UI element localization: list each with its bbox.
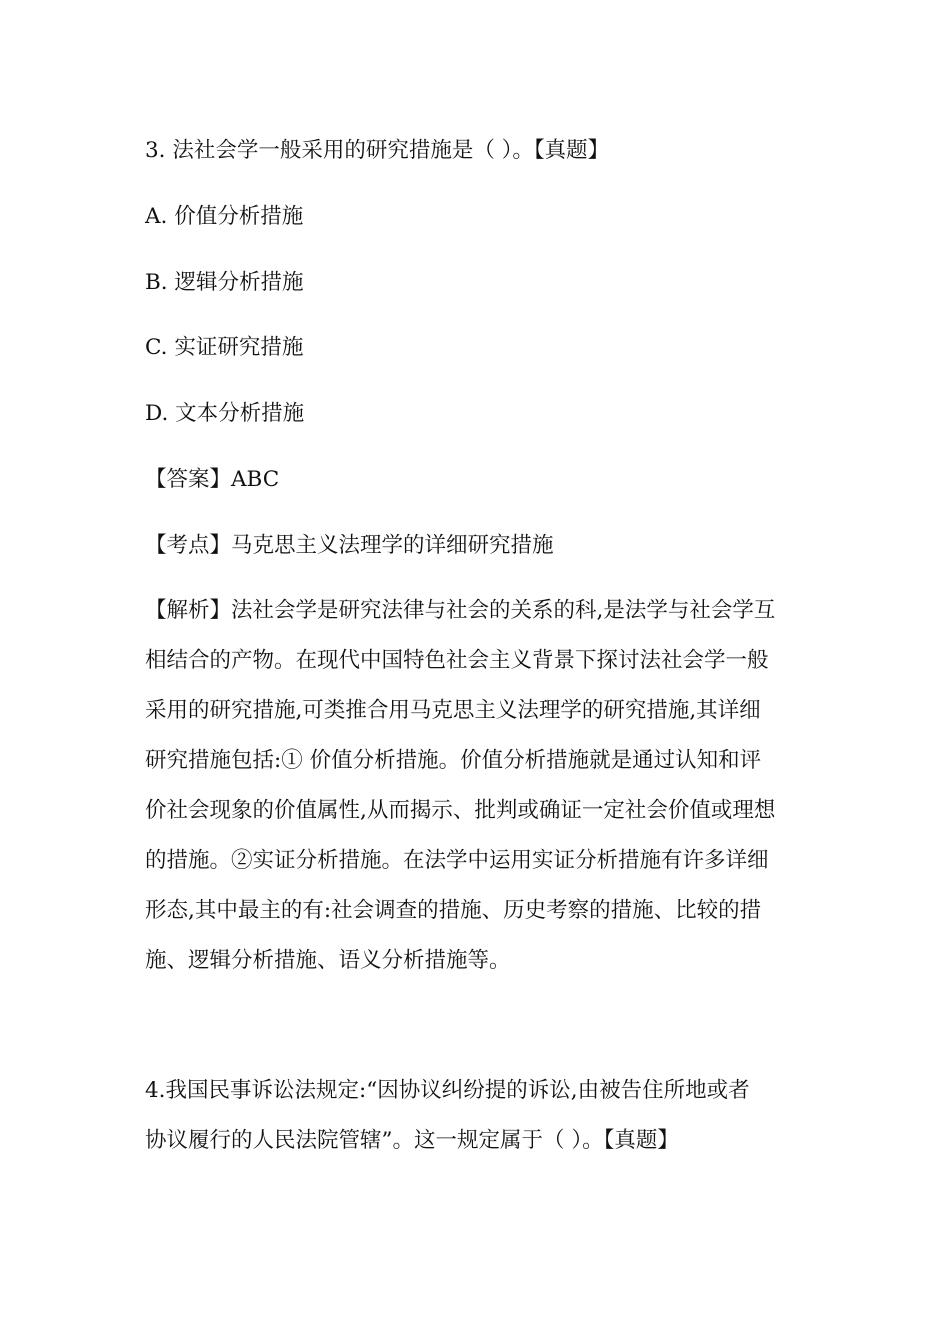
option-c: C. 实证研究措施 <box>145 335 304 360</box>
question-4-stem-line: 4.我国民事诉讼法规定:“因协议纠纷提的诉讼,由被告住所地或者 <box>145 1078 750 1103</box>
key-point-line: 【考点】马克思主义法理学的详细研究措施 <box>145 533 554 558</box>
analysis-line: 采用的研究措施,可类推合用马克思主义法理学的研究措施,其详细 <box>145 698 761 723</box>
analysis-line: 的措施。②实证分析措施。在法学中运用实证分析措施有许多详细 <box>145 848 769 873</box>
analysis-line: 【解析】法社会学是研究法律与社会的关系的科,是法学与社会学互 <box>145 598 776 623</box>
analysis-line: 价社会现象的价值属性,从而揭示、批判或确证一定社会价值或理想 <box>145 798 776 823</box>
option-a: A. 价值分析措施 <box>145 204 304 229</box>
question-4-stem-line: 协议履行的人民法院管辖”。这一规定属于（ ）。【真题】 <box>145 1128 679 1153</box>
option-b: B. 逻辑分析措施 <box>145 270 304 295</box>
option-d: D. 文本分析措施 <box>145 401 305 426</box>
analysis-line: 施、逻辑分析措施、语义分析措施等。 <box>145 948 511 973</box>
analysis-line: 研究措施包括:① 价值分析措施。价值分析措施就是通过认知和评 <box>145 748 762 773</box>
analysis-line: 形态,其中最主的有:社会调查的措施、历史考察的措施、比较的措 <box>145 898 762 923</box>
analysis-line: 相结合的产物。在现代中国特色社会主义背景下探讨法社会学一般 <box>145 648 769 673</box>
answer-line: 【答案】ABC <box>145 467 280 492</box>
question-3-stem: 3. 法社会学一般采用的研究措施是（ ）。【真题】 <box>145 138 610 163</box>
